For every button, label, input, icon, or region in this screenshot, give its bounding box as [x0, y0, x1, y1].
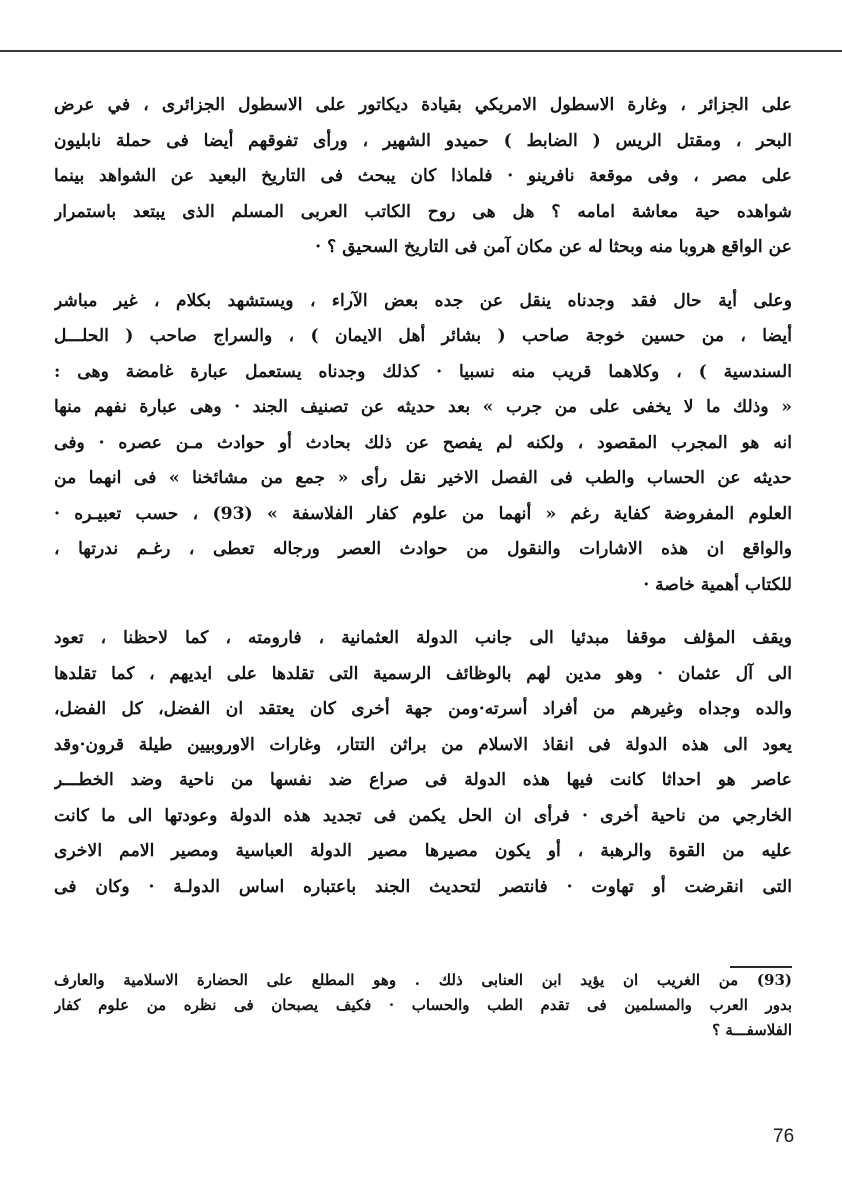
text-line: والواقع ان هذه الاشارات والنقول من حوادث العصر ورجاله تعطى ، رغـم ندرتها ، — [54, 539, 792, 559]
paragraph-1 — [54, 88, 792, 266]
text-line: والده وجداه وغيرهم من أفراد أسرته·ومن جهة أخرى كان يعتقد ان الفضل، كل الفضل، — [54, 699, 792, 719]
text-line: انه هو المجرب المقصود ، ولكنه لم يفصح عن ذلك بحادث أو حوادث مـن عصره · وفى — [54, 432, 792, 453]
header-rule — [0, 50, 842, 52]
text-line: للكتاب أهمية خاصة · — [643, 574, 792, 595]
text-line: العلوم المفروضة كفاية رغم « أنهما من علوم كفار الفلاسفة » (93) ، حسب تعبيـره · — [54, 503, 792, 524]
text-line: السندسية ) ، وكلاهما قريب منه نسبيا · كذلك وجدناه يستعمل عبارة غامضة وهى : — [54, 361, 792, 382]
paragraph-2 — [54, 284, 792, 604]
text-line: عليه من القوة والرهبة ، أو يكون مصيرها مصير الدولة العباسية ومصير الامم الاخرى — [54, 841, 792, 861]
text-line: التى انقرضت أو تهاوت · فانتصر لتحديث الجند باعتباره اساس الدولـة · وكان فى — [54, 876, 792, 897]
text-line: عن الواقع هروبا منه وبحثا له عن مكان آمن فى التاريخ السحيق ؟ · — [315, 237, 792, 257]
text-line: يعود الى هذه الدولة فى انقاذ الاسلام من براثن التتار، وغارات الاوروبيين طيلة قرون·وقد — [54, 734, 792, 755]
footnote — [54, 968, 792, 1043]
footnote-line: الفلاسفـــة ؟ — [712, 1021, 792, 1039]
footnote-line: بدور العرب والمسلمين فى تقدم الطب والحساب · فكيف يصبحان فى نظره من علوم كفار — [54, 996, 792, 1014]
text-line: الخارجي من ناحية أخرى · فرأى ان الحل يكمن فى تجديد هذه الدولة وعودتها الى ما كانت — [54, 805, 792, 826]
text-line: « وذلك ما لا يخفى على من جرب » بعد حديثه عن تصنيف الجند · وهى عبارة نفهم منها — [54, 397, 792, 417]
text-line: على مصر ، وفى موقعة نافرينو · فلماذا كان يبحث فى التاريخ البعيد عن الشواهد بينما — [54, 166, 792, 186]
page-body — [54, 88, 792, 905]
text-line: على الجزائر ، وغارة الاسطول الامريكي بقيادة ديكاتور على الاسطول الجزائرى ، في عرض — [54, 95, 792, 115]
text-line: البحر ، ومقتل الريس ( الضابط ) حميدو الشهير ، ورأى تفوقهم أيضا فى حملة نابليون — [54, 130, 792, 151]
footnote-line: (93) من الغريب ان يؤيد ابن العنابى ذلك . وهو المطلع على الحضارة الاسلامية والعارف — [54, 971, 792, 989]
text-line: عاصر هو احداثا كانت فيها هذه الدولة فى صراع ضد نفسها من ناحية وضد الخطـــر — [54, 770, 792, 790]
text-line: الى آل عثمان · وهو مدين لهم بالوظائف الرسمية التى تقلدها على ايديهم ، كما تقلدها — [54, 663, 792, 684]
text-line: وعلى أية حال فقد وجدناه ينقل عن جده بعض الآراء ، ويستشهد بكلام ، غير مباشر — [54, 290, 792, 311]
text-line: شواهده حية معاشة امامه ؟ هل هى روح الكاتب العربى المسلم الذى يبتعد باستمرار — [54, 201, 792, 222]
text-line: ويقف المؤلف موقفا مبدئيا الى جانب الدولة العثمانية ، فارومته ، كما لاحظنا ، تعود — [54, 628, 792, 648]
text-line: حديثه عن الحساب والطب فى الفصل الاخير نقل رأى « جمع من مشائخنا » فى انهما من — [54, 468, 792, 488]
paragraph-3 — [54, 621, 792, 905]
page-number: 76 — [773, 1126, 795, 1147]
text-line: أيضا ، من حسين خوجة صاحب ( بشائر أهل الايمان ) ، والسراج صاحب ( الحلـــل — [54, 326, 792, 346]
